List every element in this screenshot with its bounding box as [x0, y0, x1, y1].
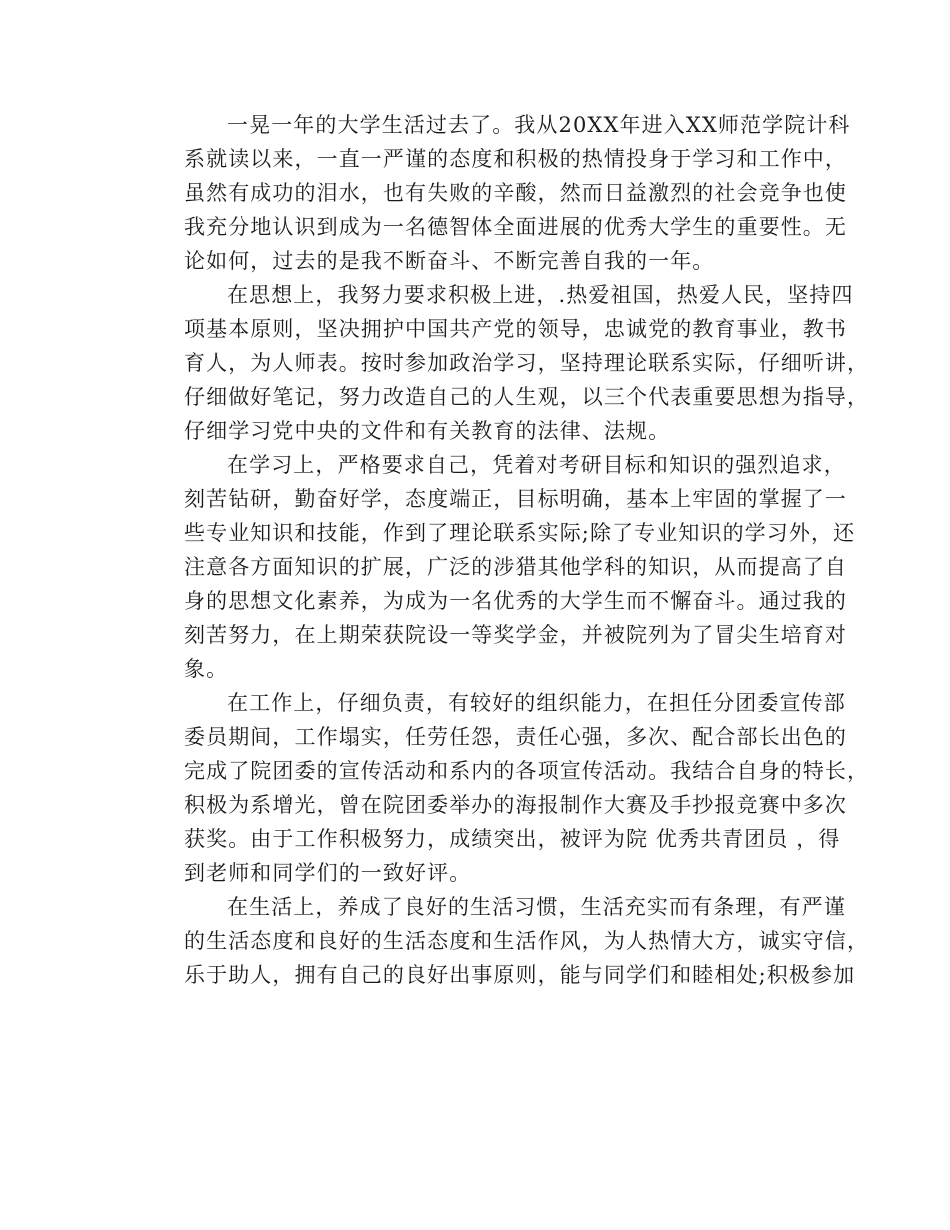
paragraph-study	[141, 448, 856, 686]
text-line: 乐于助人，拥有自己的良好出事原则，能与同学们和睦相处;积极参加	[184, 963, 856, 987]
text-line: 注意各方面知识的扩展，广泛的涉猎其他学科的知识，从而提高了自	[184, 555, 847, 579]
text-line: 积极为系增光，曾在院团委举办的海报制作大赛及手抄报竞赛中多次	[184, 793, 847, 817]
text-line: 我充分地认识到成为一名德智体全面进展的优秀大学生的重要性。无	[184, 215, 847, 239]
text-line: 一晃一年的大学生活过去了。我从20XX年进入XX师范学院计科	[227, 113, 851, 137]
paragraph-intro	[141, 108, 851, 278]
paragraph-life	[141, 890, 870, 992]
text-line: 象。	[184, 657, 229, 681]
text-line: 刻苦钻研，勤奋好学，态度端正，目标明确，基本上牢固的掌握了一	[184, 487, 847, 511]
text-line: 身的思想文化素养，为成为一名优秀的大学生而不懈奋斗。通过我的	[184, 589, 847, 613]
document-body	[141, 108, 870, 992]
text-line: 到老师和同学们的一致好评。	[184, 861, 472, 885]
text-line: 获奖。由于工作积极努力，成绩突出，被评为院 优秀共青团员 ，得	[184, 827, 841, 851]
text-line: 虽然有成功的泪水，也有失败的辛酸，然而日益激烈的社会竞争也使	[184, 181, 847, 205]
text-line: 仔细学习党中央的文件和有关教育的法律、法规。	[184, 419, 671, 443]
text-line: 仔细做好笔记，努力改造自己的人生观，以三个代表重要思想为指导，	[184, 385, 870, 409]
text-line: 的生活态度和良好的生活态度和生活作风，为人热情大方，诚实守信，	[184, 929, 870, 953]
text-line: 完成了院团委的宣传活动和系内的各项宣传活动。我结合自身的特长，	[184, 759, 870, 783]
text-line: 刻苦努力，在上期荣获院设一等奖学金，并被院列为了冒尖生培育对	[184, 623, 847, 647]
text-line: 在学习上，严格要求自己，凭着对考研目标和知识的强烈追求，	[227, 453, 846, 477]
text-line: 委员期间，工作塌实，任劳任怨，责任心强，多次、配合部长出色的	[184, 725, 847, 749]
text-line: 育人，为人师表。按时参加政治学习，坚持理论联系实际，仔细听讲，	[184, 351, 870, 375]
paragraph-ideology	[141, 278, 870, 448]
text-line: 论如何，过去的是我不断奋斗、不断完善自我的一年。	[184, 249, 715, 273]
text-line: 些专业知识和技能，作到了理论联系实际;除了专业知识的学习外，还	[184, 521, 856, 545]
text-line: 在生活上，养成了良好的生活习惯，生活充实而有条理，有严谨	[227, 895, 846, 919]
paragraph-work	[141, 686, 870, 890]
text-line: 项基本原则，坚决拥护中国共产党的领导，忠诚党的教育事业，教书	[184, 317, 847, 341]
text-line: 在工作上，仔细负责，有较好的组织能力，在担任分团委宣传部	[227, 691, 846, 715]
text-line: 在思想上，我努力要求积极上进，.热爱祖国，热爱人民，坚持四	[227, 283, 854, 307]
text-line: 系就读以来，一直一严谨的态度和积极的热情投身于学习和工作中，	[184, 147, 847, 171]
